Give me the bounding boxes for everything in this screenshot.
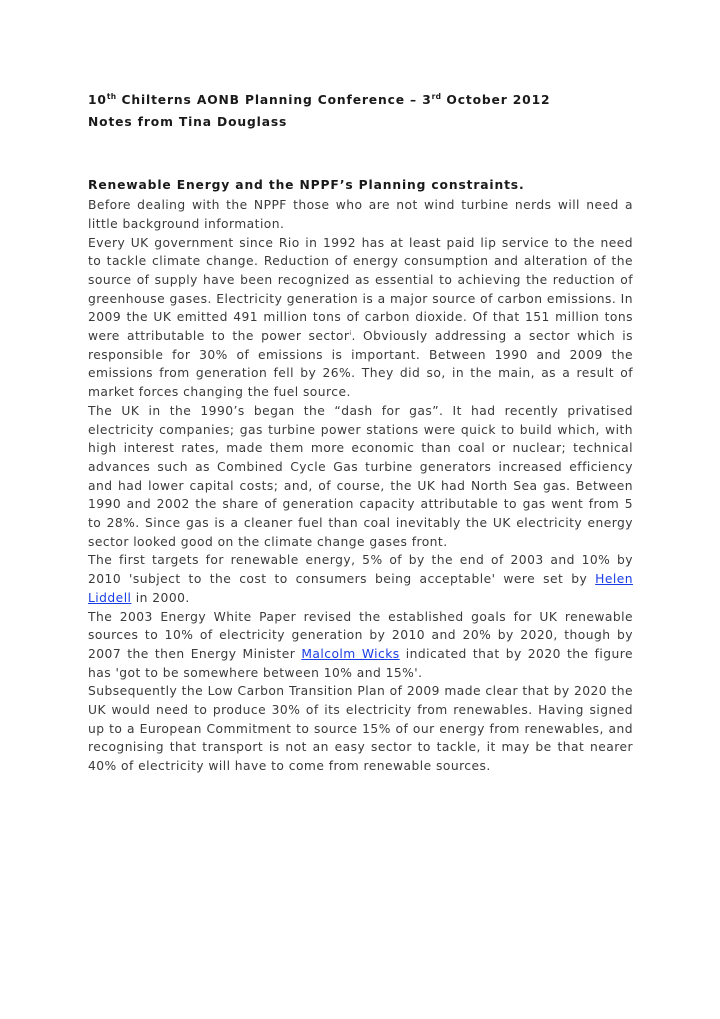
title-date: October 2012	[441, 93, 551, 108]
conference-title	[88, 86, 633, 111]
footnote-marker[interactable]: i	[349, 329, 352, 337]
paragraph-intro: Before dealing with the NPPF those who are not wind turbine nerds will need a little background information.	[88, 198, 633, 231]
paragraph-text: indicated that by 2020 the figure has 'got to be somewhere between 10% and 15%'.	[88, 646, 634, 680]
paragraph-white-paper	[88, 608, 633, 683]
paragraph-text: in 2000.	[131, 590, 190, 605]
document-body	[88, 86, 633, 776]
paragraph-text: The 2003 Energy White Paper revised the established goals for UK renewable sources to 10% of electricity generation by 2010 and 20% by 2020, though by 2007 the then Energy Minister	[88, 609, 633, 661]
paragraph-low-carbon-plan: Subsequently the Low Carbon Transition Plan of 2009 made clear that by 2020 the UK would need to produce 30% of its electricity from renewables. Having signed up to a European Commitment to source 15% of our energy from renewables, and recognising that transport is not an easy sector to tackle, it may be that nearer 40% of electricity will have to come from renewable sources.	[88, 684, 633, 774]
link-helen-liddell[interactable]: Helen Liddell	[88, 572, 633, 605]
paragraph-text: The first targets for renewable energy, 5% of by the end of 2003 and 10% by 2010 'subject to the cost to consumers being acceptable' were set by	[88, 553, 633, 587]
title-ordinal-suffix: th	[106, 92, 117, 101]
notes-author: Notes from Tina Douglass	[88, 115, 288, 130]
paragraph-uk-emissions	[88, 234, 633, 402]
title-text: Chilterns AONB Planning Conference – 3	[116, 93, 432, 108]
paragraph-text: . Obviously addressing a sector which is responsible for 30% of emissions is important. Between 1990 and 2009 the emissions from generation fell by 26%. They did so, in the main, as a result of market forces changing the fuel source.	[88, 329, 633, 400]
date-ordinal-suffix: rd	[431, 92, 442, 101]
paragraph-dash-for-gas: The UK in the 1990’s began the “dash for gas”. It had recently privatised electricity companies; gas turbine power stations were quick to build which, with high interest rates, made them more economic than coal or nuclear; technical advances such as Combined Cycle Gas turbine generators increased efficiency and had lower capital costs; and, of course, the UK had North Sea gas. Between 1990 and 2002 the share of generation capacity attributable to gas went from 5 to 28%. Since gas is a cleaner fuel than coal inevitably the UK electricity energy sector looked good on the climate change gases front.	[88, 403, 633, 549]
paragraph-text: Every UK government since Rio in 1992 has at least paid lip service to the need to tackle climate change. Reduction of energy consumption and alteration of the source of supply have been recognized as essential to achieving the reduction of greenhouse gases. Electricity generation is a major source of carbon emissions. In 2009 the UK emitted 491 million tons of carbon dioxide. Of that 151 million tons were attributable to the power sector	[88, 235, 633, 344]
section-heading: Renewable Energy and the NPPF’s Planning constraints.	[88, 178, 525, 193]
link-malcolm-wicks[interactable]: Malcolm Wicks	[301, 646, 400, 661]
title-number: 10	[88, 93, 107, 108]
paragraph-first-targets	[88, 551, 633, 607]
